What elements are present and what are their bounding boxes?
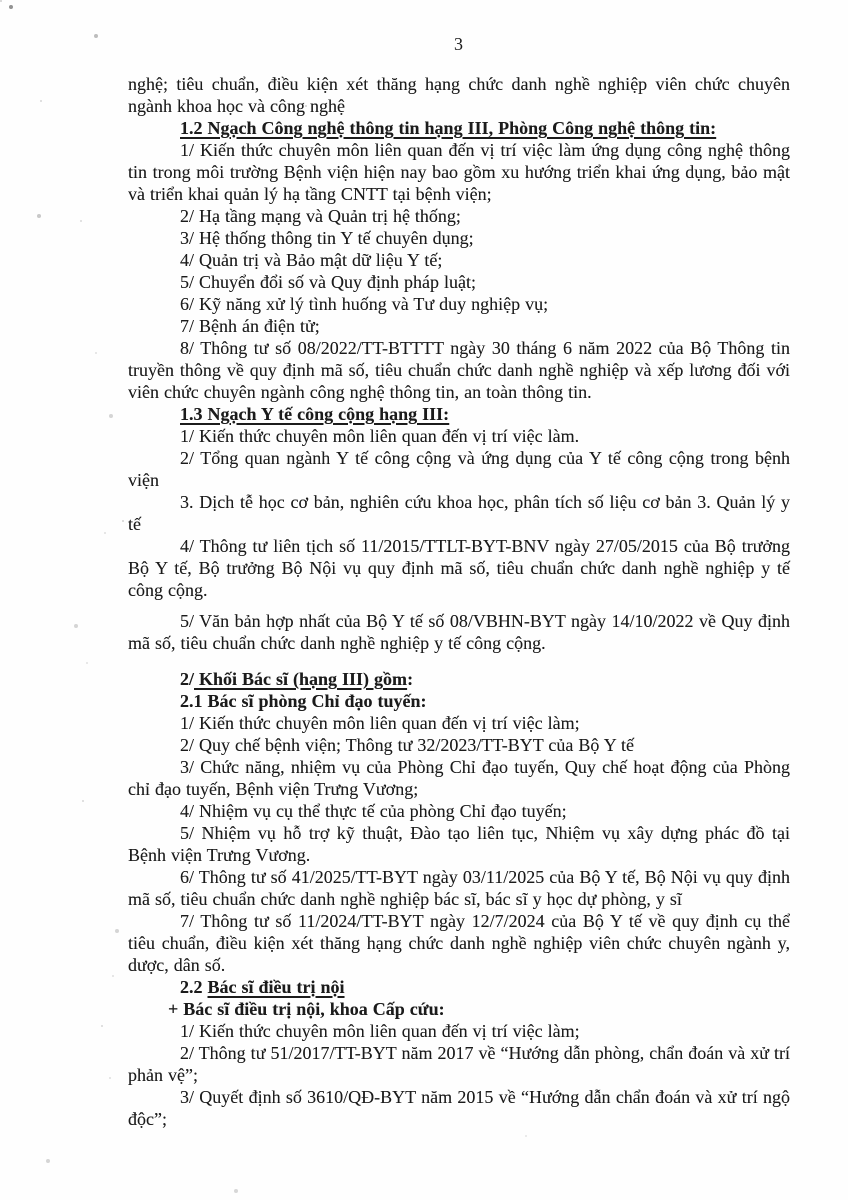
paragraph: 4/ Quản trị và Bảo mật dữ liệu Y tế;	[180, 250, 443, 270]
heading-underlined-text: 1.2 Ngạch Công nghệ thông tin hạng III, Phòng Công nghệ thông tin:	[180, 118, 717, 138]
heading-text: + Bác sĩ điều trị nội, khoa Cấp cứu:	[168, 999, 445, 1019]
paragraph: nghệ; tiêu chuẩn, điều kiện xét thăng hạng chức danh nghề nghiệp viên chức chuyên ngành khoa học và công nghệ	[128, 74, 790, 116]
heading-text: 2.1 Bác sĩ phòng Chỉ đạo tuyến:	[180, 691, 427, 711]
page-number: 3	[454, 34, 464, 54]
paragraph: 3/ Hệ thống thông tin Y tế chuyên dụng;	[180, 228, 474, 248]
paragraph: 3/ Chức năng, nhiệm vụ của Phòng Chỉ đạo tuyến, Quy chế hoạt động của Phòng chỉ đạo tuyến, Bệnh viện Trưng Vương;	[128, 757, 790, 799]
heading	[128, 690, 790, 712]
heading-underlined-text: Bác sĩ điều trị nội	[207, 977, 345, 997]
paragraph: 2/ Quy chế bệnh viện; Thông tư 32/2023/TT-BYT của Bộ Y tế	[180, 735, 635, 755]
paragraph: 8/ Thông tư số 08/2022/TT-BTTTT ngày 30 tháng 6 năm 2022 của Bộ Thông tin truyền thông về quy định mã số, tiêu chuẩn chức danh nghề nghiệp và xếp lương đối với viên chức chuyên ngành công nghệ thông tin, an toàn thông tin.	[128, 338, 790, 402]
paragraph: 1/ Kiến thức chuyên môn liên quan đến vị trí việc làm.	[180, 426, 580, 446]
scan-noise	[0, 0, 2, 2]
paragraph: 3. Dịch tễ học cơ bản, nghiên cứu khoa học, phân tích số liệu cơ bản 3. Quản lý y tế	[128, 492, 790, 534]
paragraph: 2/ Hạ tầng mạng và Quản trị hệ thống;	[180, 206, 461, 226]
paragraph: 1/ Kiến thức chuyên môn liên quan đến vị trí việc làm ứng dụng công nghệ thông tin trong môi trường Bệnh viện hiện nay bao gồm xu hướng triển khai ứng dụng, bảo mật và triển khai quản lý hạ tầng CNTT tại bệnh viện;	[128, 140, 790, 204]
document-body	[128, 34, 790, 1130]
paragraph: 7/ Thông tư số 11/2024/TT-BYT ngày 12/7/2024 của Bộ Y tế về quy định cụ thể tiêu chuẩn, điều kiện xét thăng hạng chức danh nghề nghiệp viên chức chuyên ngành y, dược, dân số.	[128, 911, 790, 975]
heading-text: 2.2	[180, 977, 208, 997]
heading-text: 2/	[180, 669, 195, 689]
paragraph: 1/ Kiến thức chuyên môn liên quan đến vị trí việc làm;	[180, 713, 580, 733]
paragraph: 6/ Thông tư số 41/2025/TT-BYT ngày 03/11/2025 của Bộ Y tế, Bộ Nội vụ quy định mã số, tiêu chuẩn chức danh nghề nghiệp bác sĩ, bác sĩ y học dự phòng, y sĩ	[128, 867, 790, 909]
paragraph: 7/ Bệnh án điện tử;	[180, 316, 320, 336]
paragraph: 6/ Kỹ năng xử lý tình huống và Tư duy nghiệp vụ;	[180, 294, 549, 314]
heading-text: :	[407, 669, 414, 689]
paragraph: 3/ Quyết định số 3610/QĐ-BYT năm 2015 về “Hướng dẫn chẩn đoán và xử trí ngộ độc”;	[128, 1087, 790, 1129]
paragraph: 4/ Nhiệm vụ cụ thể thực tế của phòng Chỉ đạo tuyến;	[180, 801, 567, 821]
heading-underlined-text: Khối Bác sĩ (hạng III) gồm	[194, 669, 408, 689]
paragraph: 2/ Tổng quan ngành Y tế công cộng và ứng dụng của Y tế công cộng trong bệnh viện	[128, 448, 790, 490]
paragraph: 4/ Thông tư liên tịch số 11/2015/TTLT-BYT-BNV ngày 27/05/2015 của Bộ trưởng Bộ Y tế, Bộ trưởng Bộ Nội vụ quy định mã số, tiêu chuẩn chức danh nghề nghiệp y tế công cộng.	[128, 536, 790, 600]
heading	[128, 976, 790, 998]
paragraph: 2/ Thông tư 51/2017/TT-BYT năm 2017 về “Hướng dẫn phòng, chẩn đoán và xử trí phản vệ”;	[128, 1043, 790, 1085]
heading	[128, 668, 790, 690]
heading	[128, 998, 790, 1020]
paragraph: 5/ Chuyển đổi số và Quy định pháp luật;	[180, 272, 476, 292]
heading-underlined-text: 1.3 Ngạch Y tế công cộng hạng III:	[180, 404, 450, 424]
heading	[128, 403, 790, 425]
heading	[128, 117, 790, 139]
paragraph: 1/ Kiến thức chuyên môn liên quan đến vị trí việc làm;	[180, 1021, 580, 1041]
paragraph: 5/ Nhiệm vụ hỗ trợ kỹ thuật, Đào tạo liên tục, Nhiệm vụ xây dựng phác đồ tại Bệnh viện Trưng Vương.	[128, 823, 790, 865]
paragraph: 5/ Văn bản hợp nhất của Bộ Y tế số 08/VBHN-BYT ngày 14/10/2022 về Quy định mã số, tiêu chuẩn chức danh nghề nghiệp y tế công cộng.	[128, 611, 790, 653]
